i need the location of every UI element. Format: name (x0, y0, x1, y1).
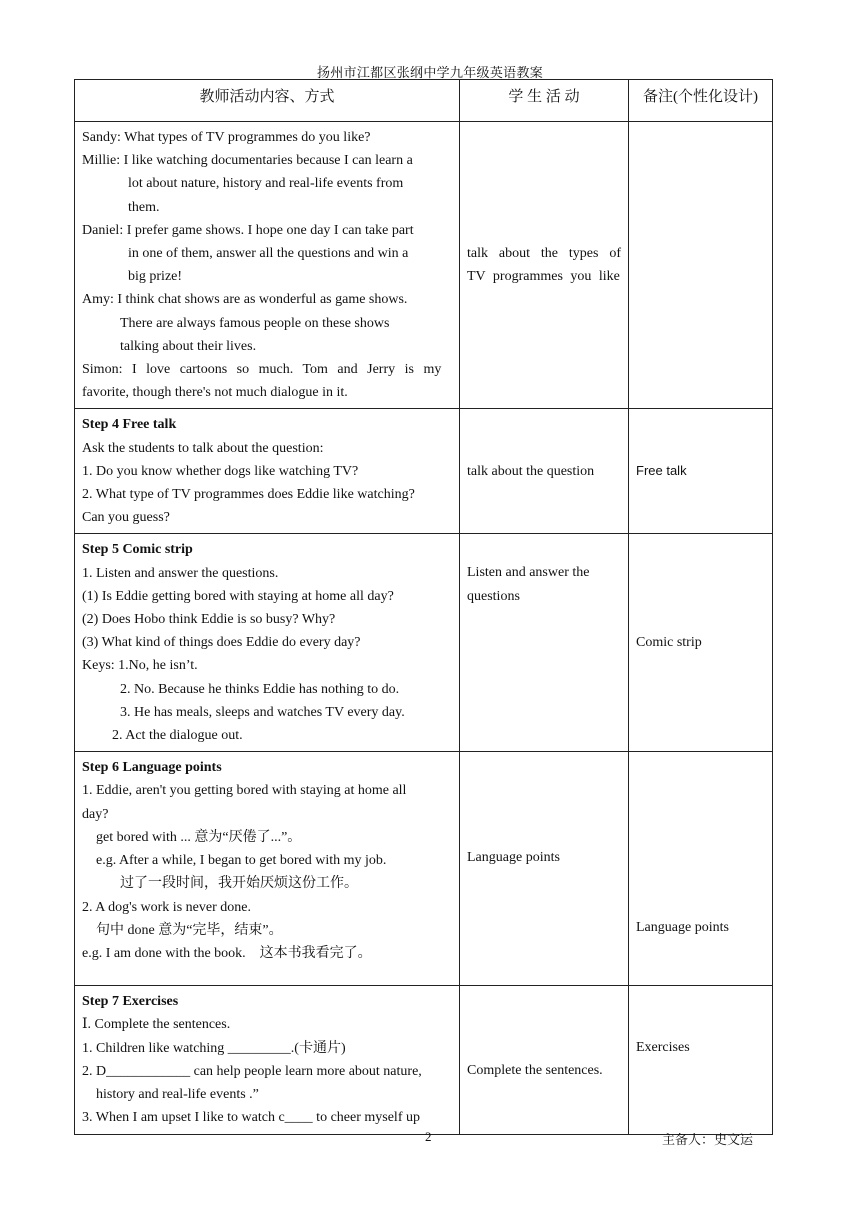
text-line: 3. He has meals, sleeps and watches TV every day. (120, 704, 405, 720)
text-line: in one of them, answer all the questions and win a (128, 246, 409, 262)
text-line: Sandy: What types of TV programmes do you like? (82, 130, 371, 145)
text-line: 3. When I am upset I like to watch c____ to cheer myself up (82, 1110, 420, 1126)
note-text: Exercises (636, 1040, 690, 1056)
column-header-teacher: 教师活动内容、方式 (75, 80, 460, 122)
table-header-row (75, 80, 773, 122)
text-line: Ⅰ. Complete the sentences. (82, 1017, 231, 1033)
text-line: get bored with ... 意为“厌倦了...”。 (96, 829, 302, 845)
text-line: 1. Listen and answer the questions. (82, 565, 279, 581)
text-line: There are always famous people on these shows (120, 315, 390, 331)
text-line: 2. Act the dialogue out. (112, 728, 243, 744)
step-title: Step 4 Free talk (82, 417, 177, 433)
text-line: 1. Do you know whether dogs like watching TV? (82, 463, 359, 479)
note-cell (629, 409, 773, 534)
text-line: Can you guess? (82, 510, 170, 526)
student-activity-text: Language points (467, 850, 560, 866)
student-activity-text: talk about the question (467, 463, 595, 479)
student-activity-cell (460, 122, 629, 409)
teacher-activity-cell (75, 409, 460, 534)
lesson-plan-table (74, 79, 773, 1135)
student-activity-cell (460, 752, 629, 986)
text-line: 句中 done 意为“完毕，结束”。 (96, 922, 283, 938)
student-activity-cell (460, 409, 629, 534)
student-activity-text: talk about the types of TV programmes you like (467, 246, 621, 285)
text-line: favorite, though there's not much dialogue in it. (82, 385, 348, 401)
text-line: Ask the students to talk about the question: (82, 440, 324, 456)
text-line: Amy: I think chat shows are as wonderful as game shows. (82, 292, 408, 308)
teacher-activity-cell (75, 122, 460, 409)
text-line: 2. What type of TV programmes does Eddie like watching? (82, 487, 415, 503)
step-title: Step 6 Language points (82, 760, 222, 776)
table-row (75, 752, 773, 986)
text-line: 2. D____________ can help people learn more about nature, (82, 1063, 422, 1079)
text-line: Keys: 1.No, he isn’t. (82, 658, 198, 674)
author-label: 主备人：史文运 (662, 1132, 754, 1147)
note-text: Free talk (636, 463, 687, 479)
note-cell (629, 122, 773, 409)
page-number: 2 (425, 1129, 432, 1144)
table-row (75, 986, 773, 1134)
step-title: Step 7 Exercises (82, 994, 179, 1010)
student-activity-cell (460, 986, 629, 1134)
text-line: (1) Is Eddie getting bored with staying at home all day? (82, 588, 394, 604)
text-line: 2. No. Because he thinks Eddie has nothing to do. (120, 681, 400, 697)
text-line: big prize! (128, 269, 183, 285)
text-line: talking about their lives. (120, 338, 257, 354)
text-line: (3) What kind of things does Eddie do every day? (82, 635, 361, 651)
text-line: Millie: I like watching documentaries because I can learn a (82, 153, 413, 169)
text-line: 2. A dog's work is never done. (82, 899, 251, 915)
teacher-activity-cell (75, 534, 460, 752)
text-line: lot about nature, history and real-life events from (128, 176, 404, 192)
text-line: Daniel: I prefer game shows. I hope one day I can take part (82, 222, 414, 238)
page-header: 扬州市江都区张纲中学九年级英语教案 (316, 65, 544, 80)
table-row (75, 122, 773, 409)
text-line: 过了一段时间，我开始厌烦这份工作。 (120, 876, 358, 892)
table-row (75, 409, 773, 534)
note-text: Comic strip (636, 635, 702, 651)
teacher-activity-cell (75, 986, 460, 1134)
note-cell (629, 534, 773, 752)
step-title: Step 5 Comic strip (82, 542, 193, 558)
student-activity-text: Listen and answer the questions (467, 565, 590, 604)
teacher-activity-cell (75, 752, 460, 986)
text-line: (2) Does Hobo think Eddie is so busy? Why? (82, 612, 336, 628)
text-line: e.g. After a while, I began to get bored with my job. (96, 853, 387, 869)
note-text: Language points (636, 920, 729, 936)
note-cell (629, 986, 773, 1134)
text-line: 1. Eddie, aren't you getting bored with staying at home all (82, 783, 407, 799)
text-line: them. (128, 199, 160, 215)
note-cell (629, 752, 773, 986)
student-activity-cell (460, 534, 629, 752)
text-line: Simon: I love cartoons so much. Tom and Jerry is my (82, 362, 442, 378)
text-line: e.g. I am done with the book. 这本书我看完了。 (82, 945, 372, 961)
text-line: day? (82, 806, 109, 822)
student-activity-text: Complete the sentences. (467, 1063, 603, 1079)
column-header-note: 备注(个性化设计) (629, 80, 773, 122)
text-line: 1. Children like watching _________.(卡通片) (82, 1040, 346, 1056)
text-line: history and real-life events .” (96, 1087, 259, 1103)
column-header-student: 学 生 活 动 (460, 80, 629, 122)
table-row (75, 534, 773, 752)
